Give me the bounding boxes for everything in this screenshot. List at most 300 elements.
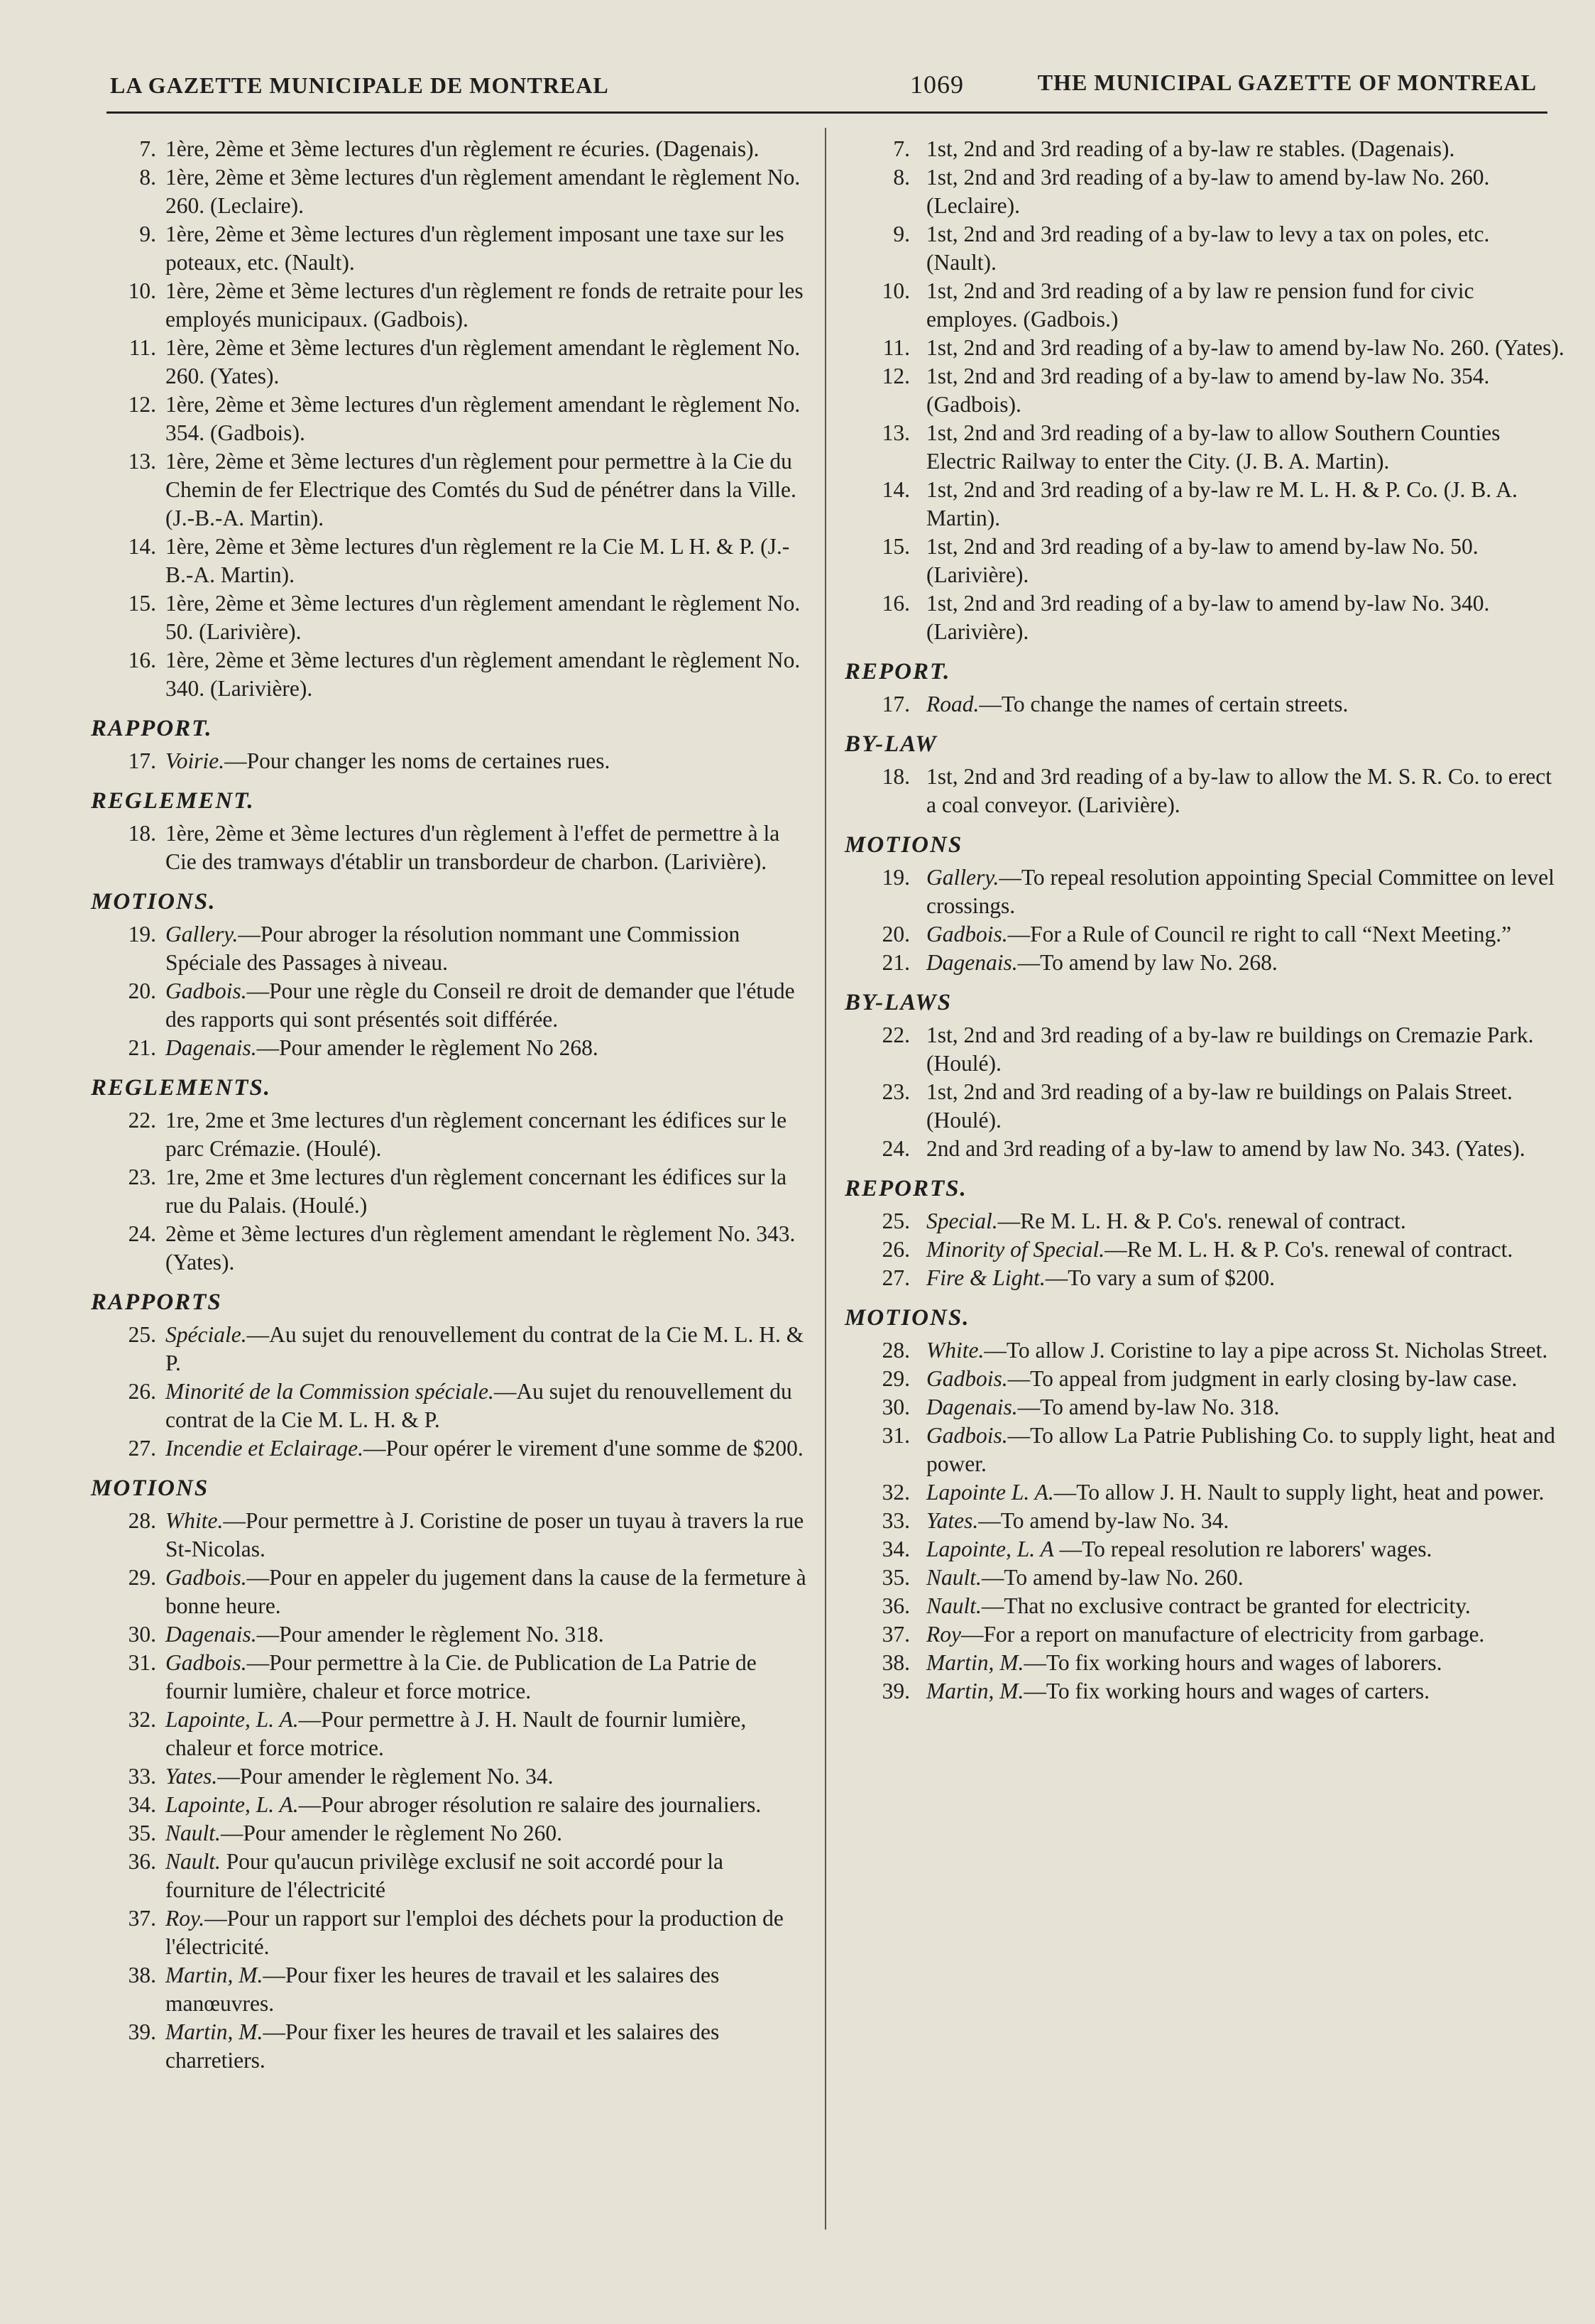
item-text: —To fix working hours and wages of carters.: [1024, 1679, 1430, 1703]
agenda-item: [845, 1535, 1565, 1564]
item-number: 35.: [128, 1821, 156, 1845]
item-councillor: Lapointe L. A.: [926, 1480, 1054, 1505]
item-body: [926, 1365, 1565, 1393]
item-text: 1ère, 2ème et 3ème lectures d'un règlement amendant le règlement No. 340. (Larivière).: [165, 648, 801, 701]
item-councillor: Nault.: [926, 1565, 982, 1590]
agenda-item: [91, 1106, 808, 1163]
item-number: 7.: [893, 136, 910, 161]
item-body: [165, 1321, 808, 1378]
item-councillor: Lapointe, L. A.: [165, 1707, 299, 1732]
item-body: [926, 1422, 1565, 1478]
item-body: [926, 1207, 1565, 1235]
agenda-item: [845, 1478, 1565, 1507]
agenda-item: [91, 391, 808, 447]
agenda-item: [845, 419, 1565, 476]
item-text: 1st, 2nd and 3rd reading of a by-law re stables. (Dagenais).: [926, 136, 1455, 161]
item-text: 1st, 2nd and 3rd reading of a by-law re buildings on Palais Street. (Houlé).: [926, 1079, 1513, 1133]
item-councillor: Gallery.: [165, 922, 239, 946]
item-body: [926, 1620, 1565, 1649]
agenda-item: [91, 1762, 808, 1791]
agenda-item: [91, 1220, 808, 1277]
agenda-item: [91, 819, 808, 876]
header-rule: [106, 111, 1547, 114]
item-text: —To amend by law No. 268.: [1017, 950, 1278, 975]
item-text: 1st, 2nd and 3rd reading of a by-law to amend by-law No. 260. (Leclaire).: [926, 165, 1490, 218]
item-text: —Pour permettre à J. H. Nault de fournir lumière, chaleur et force motrice.: [165, 1707, 747, 1760]
item-text: 1ère, 2ème et 3ème lectures d'un règlement re fonds de retraite pour les employés municipaux. (Gadbois).: [165, 278, 804, 332]
item-number: 31.: [882, 1423, 910, 1448]
item-text: 1ère, 2ème et 3ème lectures d'un règlement à l'effet de permettre à la Cie des tramways d'établir un transbordeur de charbon. (Larivière).: [165, 821, 780, 874]
item-text: 2nd and 3rd reading of a by-law to amend by law No. 343. (Yates).: [926, 1136, 1525, 1161]
item-councillor: Gadbois.: [926, 1423, 1008, 1448]
agenda-item: [845, 863, 1565, 920]
agenda-item: [845, 1235, 1565, 1264]
item-councillor: Fire & Light.: [926, 1265, 1046, 1290]
agenda-item: [91, 277, 808, 334]
agenda-item: [845, 1422, 1565, 1478]
item-text: —Pour fixer les heures de travail et les salaires des charretiers.: [165, 2019, 720, 2073]
english-section: [845, 988, 1565, 1163]
item-number: 14.: [882, 477, 910, 502]
item-text: —To allow La Patrie Publishing Co. to supply light, heat and power.: [926, 1423, 1555, 1476]
item-text: —Pour amender le règlement No. 34.: [217, 1764, 554, 1789]
french-section: [91, 787, 808, 876]
item-text: 1st, 2nd and 3rd reading of a by-law re buildings on Cremazie Park. (Houlé).: [926, 1022, 1534, 1076]
section-heading: MOTIONS: [91, 1475, 209, 1501]
agenda-item: [845, 135, 1565, 163]
agenda-item: [845, 1507, 1565, 1535]
item-body: [926, 1592, 1565, 1620]
item-number: 31.: [128, 1650, 156, 1675]
item-number: 35.: [882, 1565, 910, 1590]
item-councillor: Nault.: [926, 1593, 982, 1618]
item-number: 24.: [882, 1136, 910, 1161]
item-body: [926, 1649, 1565, 1677]
item-number: 32.: [882, 1480, 910, 1505]
item-text: Pour qu'aucun privilège exclusif ne soit accordé pour la fourniture de l'électricité: [165, 1849, 723, 1902]
item-number: 17.: [128, 748, 156, 773]
item-councillor: Minorité de la Commission spéciale.: [165, 1379, 494, 1404]
item-number: 9.: [139, 222, 156, 246]
item-body: [165, 1220, 808, 1277]
item-number: 29.: [882, 1366, 910, 1391]
item-text: —Pour abroger la résolution nommant une Commission Spéciale des Passages à niveau.: [165, 922, 740, 975]
agenda-item: [91, 747, 808, 775]
item-number: 12.: [128, 392, 156, 417]
item-number: 22.: [882, 1022, 910, 1047]
item-text: 1st, 2nd and 3rd reading of a by-law to allow the M. S. R. Co. to erect a coal conveyor. (Larivière).: [926, 764, 1552, 817]
item-text: 1st, 2nd and 3rd reading of a by-law to allow Southern Counties Electric Railway to enter the City. (J. B. A. Martin).: [926, 420, 1501, 474]
item-text: —For a Rule of Council re right to call “Next Meeting.”: [1007, 922, 1512, 946]
item-number: 8.: [139, 165, 156, 190]
item-number: 33.: [128, 1764, 156, 1789]
agenda-item: [91, 163, 808, 220]
item-body: [165, 391, 808, 447]
english-section: [845, 1304, 1565, 1706]
agenda-item: [845, 1620, 1565, 1649]
item-body: [926, 163, 1565, 220]
item-number: 12.: [882, 364, 910, 388]
item-councillor: Gadbois.: [165, 1650, 247, 1675]
item-number: 14.: [128, 534, 156, 559]
item-number: 16.: [128, 648, 156, 672]
item-text: 1st, 2nd and 3rd reading of a by-law to amend by-law No. 354. (Gadbois).: [926, 364, 1490, 417]
agenda-item: [91, 1649, 808, 1706]
agenda-item: [91, 1163, 808, 1220]
item-text: —To allow J. H. Nault to supply light, heat and power.: [1053, 1480, 1545, 1505]
item-councillor: Martin, M.: [926, 1679, 1024, 1703]
agenda-item: [91, 1434, 808, 1463]
agenda-item: [845, 1021, 1565, 1078]
item-councillor: Voirie.: [165, 748, 225, 773]
agenda-item: [91, 2018, 808, 2075]
item-text: 1ère, 2ème et 3ème lectures d'un règlement re la Cie M. L H. & P. (J.-B.-A. Martin).: [165, 534, 790, 587]
item-councillor: Special.: [926, 1209, 998, 1233]
agenda-item: [91, 1819, 808, 1848]
english-title: THE MUNICIPAL GAZETTE OF MONTREAL: [1037, 70, 1537, 95]
agenda-item: [845, 277, 1565, 334]
item-number: 38.: [882, 1650, 910, 1675]
item-text: 1ère, 2ème et 3ème lectures d'un règlement amendant le règlement No. 260. (Leclaire).: [165, 165, 801, 218]
item-councillor: Yates.: [926, 1508, 979, 1533]
item-body: [926, 1264, 1565, 1292]
item-text: 1st, 2nd and 3rd reading of a by-law to amend by-law No. 340. (Larivière).: [926, 591, 1490, 644]
item-body: [165, 447, 808, 533]
agenda-item: [91, 1620, 808, 1649]
item-councillor: Lapointe, L. A.: [165, 1792, 299, 1817]
item-number: 17.: [882, 692, 910, 716]
item-text: —Pour opérer le virement d'une somme de $200.: [363, 1436, 804, 1461]
item-body: [926, 1393, 1565, 1422]
agenda-item: [91, 1564, 808, 1620]
item-number: 28.: [882, 1338, 910, 1363]
item-number: 9.: [893, 222, 910, 246]
french-section: [91, 135, 808, 703]
item-body: [926, 533, 1565, 589]
item-number: 18.: [882, 764, 910, 789]
english-section: [845, 1174, 1565, 1292]
item-body: [926, 863, 1565, 920]
item-text: —Pour amender le règlement No. 318.: [256, 1622, 604, 1647]
item-body: [165, 819, 808, 876]
section-heading: REPORT.: [845, 659, 951, 684]
item-body: [926, 763, 1565, 819]
section-heading: MOTIONS: [845, 832, 963, 858]
item-text: —Re M. L. H. & P. Co's. renewal of contract.: [997, 1209, 1406, 1233]
item-body: [165, 1507, 808, 1564]
item-body: [165, 1564, 808, 1620]
item-number: 36.: [128, 1849, 156, 1874]
item-councillor: White.: [926, 1338, 985, 1363]
item-body: [165, 2018, 808, 2075]
item-text: —To fix working hours and wages of laborers.: [1024, 1650, 1442, 1675]
item-body: [926, 1078, 1565, 1135]
item-body: [926, 334, 1565, 362]
item-body: [165, 1620, 808, 1649]
agenda-item: [91, 589, 808, 646]
section-heading: BY-LAWS: [845, 990, 952, 1015]
item-number: 26.: [128, 1379, 156, 1404]
agenda-item: [845, 949, 1565, 977]
french-section: [91, 1074, 808, 1277]
column-divider: [825, 128, 826, 2230]
item-councillor: Roy: [926, 1622, 961, 1647]
item-text: 1ère, 2ème et 3ème lectures d'un règlement amendant le règlement No. 354. (Gadbois).: [165, 392, 801, 445]
section-heading: MOTIONS.: [845, 1305, 970, 1331]
agenda-item: [845, 1135, 1565, 1163]
item-councillor: Minority of Special.: [926, 1237, 1105, 1262]
item-number: 39.: [882, 1679, 910, 1703]
agenda-item: [91, 533, 808, 589]
item-body: [165, 1762, 808, 1791]
agenda-item: [91, 1904, 808, 1961]
item-body: [926, 277, 1565, 334]
agenda-item: [845, 533, 1565, 589]
item-body: [165, 1791, 808, 1819]
item-councillor: White.: [165, 1508, 224, 1533]
item-text: 1st, 2nd and 3rd reading of a by-law to amend by-law No. 260. (Yates).: [926, 335, 1564, 360]
agenda-item: [845, 334, 1565, 362]
item-number: 10.: [882, 278, 910, 303]
agenda-item: [845, 362, 1565, 419]
item-body: [165, 977, 808, 1034]
item-number: 20.: [128, 978, 156, 1003]
item-text: 1ère, 2ème et 3ème lectures d'un règlement amendant le règlement No. 260. (Yates).: [165, 335, 801, 388]
agenda-item: [91, 1321, 808, 1378]
agenda-item: [91, 1961, 808, 2018]
agenda-item: [91, 1791, 808, 1819]
agenda-item: [845, 1264, 1565, 1292]
item-number: 28.: [128, 1508, 156, 1533]
item-text: 2ème et 3ème lectures d'un règlement amendant le règlement No. 343. (Yates).: [165, 1221, 796, 1275]
item-text: 1ère, 2ème et 3ème lectures d'un règlement re écuries. (Dagenais).: [165, 136, 760, 161]
item-number: 16.: [882, 591, 910, 616]
item-text: 1ère, 2ème et 3ème lectures d'un règlement amendant le règlement No. 50. (Larivière).: [165, 591, 801, 644]
agenda-item: [845, 1564, 1565, 1592]
agenda-item: [845, 1592, 1565, 1620]
item-councillor: Martin, M.: [165, 2019, 263, 2044]
item-number: 23.: [882, 1079, 910, 1104]
item-body: [926, 1535, 1565, 1564]
item-text: —Re M. L. H. & P. Co's. renewal of contract.: [1105, 1237, 1513, 1262]
item-councillor: Dagenais.: [165, 1622, 257, 1647]
agenda-item: [91, 447, 808, 533]
item-number: 18.: [128, 821, 156, 846]
item-body: [165, 1378, 808, 1434]
item-text: 1st, 2nd and 3rd reading of a by-law to levy a tax on poles, etc. (Nault).: [926, 222, 1490, 275]
item-number: 21.: [882, 950, 910, 975]
item-number: 38.: [128, 1963, 156, 1987]
agenda-item: [845, 1365, 1565, 1393]
item-body: [926, 419, 1565, 476]
agenda-item: [91, 1378, 808, 1434]
item-text: —Pour fixer les heures de travail et les salaires des manœuvres.: [165, 1963, 720, 2016]
agenda-item: [91, 920, 808, 977]
item-number: 15.: [882, 534, 910, 559]
item-body: [165, 334, 808, 391]
item-body: [926, 135, 1565, 163]
item-number: 19.: [128, 922, 156, 946]
agenda-item: [91, 220, 808, 277]
item-number: 32.: [128, 1707, 156, 1732]
item-body: [926, 589, 1565, 646]
item-body: [926, 1021, 1565, 1078]
section-heading: REPORTS.: [845, 1176, 968, 1201]
item-body: [926, 362, 1565, 419]
section-heading: REGLEMENT.: [91, 788, 255, 814]
item-body: [926, 476, 1565, 533]
item-text: —To amend by-law No. 260.: [981, 1565, 1244, 1590]
agenda-item: [845, 220, 1565, 277]
item-number: 27.: [882, 1265, 910, 1290]
item-text: —Pour permettre à la Cie. de Publication de La Patrie de fournir lumière, chaleur et force motrice.: [165, 1650, 757, 1703]
item-text: 1re, 2me et 3me lectures d'un règlement concernant les édifices sur le parc Crémazie. (Houlé).: [165, 1108, 787, 1161]
agenda-item: [91, 1706, 808, 1762]
english-section: [845, 658, 1565, 719]
item-body: [165, 1961, 808, 2018]
item-text: —To change the names of certain streets.: [979, 692, 1349, 716]
agenda-item: [845, 690, 1565, 719]
item-body: [926, 1336, 1565, 1365]
item-body: [165, 1649, 808, 1706]
agenda-item: [845, 1393, 1565, 1422]
item-text: 1st, 2nd and 3rd reading of a by-law to amend by-law No. 50. (Larivière).: [926, 534, 1479, 587]
item-body: [165, 1706, 808, 1762]
section-heading: MOTIONS.: [91, 889, 216, 915]
french-title: LA GAZETTE MUNICIPALE DE MONTREAL: [110, 72, 609, 98]
agenda-item: [845, 1207, 1565, 1235]
section-heading: RAPPORTS: [91, 1289, 222, 1315]
agenda-item: [845, 476, 1565, 533]
agenda-item: [845, 763, 1565, 819]
item-body: [165, 1848, 808, 1904]
item-number: 7.: [139, 136, 156, 161]
french-section: [91, 1288, 808, 1463]
item-body: [165, 277, 808, 334]
item-number: 37.: [882, 1622, 910, 1647]
item-body: [165, 1819, 808, 1848]
item-text: —Pour amender le règlement No 268.: [256, 1035, 598, 1060]
agenda-item: [91, 646, 808, 703]
item-councillor: Spéciale.: [165, 1322, 247, 1347]
item-body: [165, 533, 808, 589]
item-text: —To appeal from judgment in early closing by-law case.: [1007, 1366, 1518, 1391]
item-body: [926, 1135, 1565, 1163]
item-number: 26.: [882, 1237, 910, 1262]
french-section: [91, 888, 808, 1062]
french-column: [91, 135, 808, 2075]
item-number: 27.: [128, 1436, 156, 1461]
agenda-item: [91, 977, 808, 1034]
item-number: 36.: [882, 1593, 910, 1618]
agenda-item: [845, 1677, 1565, 1706]
item-body: [926, 1507, 1565, 1535]
item-number: 29.: [128, 1565, 156, 1590]
item-number: 11.: [882, 335, 910, 360]
english-section: [845, 135, 1565, 646]
item-councillor: Gadbois.: [165, 978, 247, 1003]
item-number: 33.: [882, 1508, 910, 1533]
item-body: [165, 1163, 808, 1220]
item-councillor: Roy.: [165, 1906, 205, 1931]
item-councillor: Nault.: [165, 1849, 221, 1874]
agenda-item: [845, 1649, 1565, 1677]
item-councillor: Gadbois.: [165, 1565, 247, 1590]
french-section: [91, 1474, 808, 2075]
item-text: —Pour permettre à J. Coristine de poser un tuyau à travers la rue St-Nicolas.: [165, 1508, 804, 1561]
item-councillor: Yates.: [165, 1764, 218, 1789]
item-text: 1re, 2me et 3me lectures d'un règlement concernant les édifices sur la rue du Palais. (Houlé.): [165, 1164, 787, 1218]
item-number: 8.: [893, 165, 910, 190]
item-body: [165, 163, 808, 220]
item-number: 30.: [882, 1395, 910, 1419]
item-councillor: Nault.: [165, 1821, 221, 1845]
item-body: [165, 747, 808, 775]
agenda-item: [91, 334, 808, 391]
item-body: [165, 135, 808, 163]
item-councillor: Dagenais.: [926, 1395, 1018, 1419]
item-number: 13.: [882, 420, 910, 445]
item-number: 10.: [128, 278, 156, 303]
item-text: —Pour une règle du Conseil re droit de demander que l'étude des rapports qui sont présentés soit différée.: [165, 978, 795, 1032]
agenda-item: [845, 920, 1565, 949]
item-number: 21.: [128, 1035, 156, 1060]
agenda-item: [91, 1848, 808, 1904]
item-text: 1ère, 2ème et 3ème lectures d'un règlement imposant une taxe sur les poteaux, etc. (Nault).: [165, 222, 784, 275]
item-body: [926, 690, 1565, 719]
item-text: —To repeal resolution re laborers' wages.: [1053, 1537, 1432, 1561]
item-text: —That no exclusive contract be granted for electricity.: [981, 1593, 1471, 1618]
item-text: 1st, 2nd and 3rd reading of a by-law re M. L. H. & P. Co. (J. B. A. Martin).: [926, 477, 1518, 530]
item-text: —Pour un rapport sur l'emploi des déchets pour la production de l'électricité.: [165, 1906, 784, 1959]
item-number: 13.: [128, 449, 156, 474]
item-councillor: Incendie et Eclairage.: [165, 1436, 364, 1461]
item-text: —To amend by-law No. 34.: [978, 1508, 1229, 1533]
item-number: 37.: [128, 1906, 156, 1931]
item-number: 23.: [128, 1164, 156, 1189]
agenda-item: [845, 1078, 1565, 1135]
item-number: 24.: [128, 1221, 156, 1246]
item-number: 15.: [128, 591, 156, 616]
item-number: 34.: [128, 1792, 156, 1817]
item-number: 39.: [128, 2019, 156, 2044]
french-section: [91, 714, 808, 775]
item-body: [926, 1677, 1565, 1706]
item-text: —Pour en appeler du jugement dans la cause de la fermeture à bonne heure.: [165, 1565, 806, 1618]
item-text: —To amend by-law No. 318.: [1017, 1395, 1280, 1419]
item-text: —To vary a sum of $200.: [1045, 1265, 1275, 1290]
item-councillor: Gadbois.: [926, 922, 1008, 946]
item-councillor: Martin, M.: [165, 1963, 263, 1987]
item-number: 25.: [128, 1322, 156, 1347]
english-section: [845, 831, 1565, 977]
item-councillor: Gadbois.: [926, 1366, 1008, 1391]
item-body: [165, 1904, 808, 1961]
item-body: [926, 1235, 1565, 1264]
item-text: 1ère, 2ème et 3ème lectures d'un règlement pour permettre à la Cie du Chemin de fer Electrique des Comtés du Sud de pénétrer dans la Ville. (J.-B.-A. Martin).: [165, 449, 796, 530]
item-body: [165, 920, 808, 977]
item-number: 22.: [128, 1108, 156, 1133]
item-number: 20.: [882, 922, 910, 946]
item-body: [165, 1106, 808, 1163]
agenda-item: [845, 163, 1565, 220]
item-body: [926, 220, 1565, 277]
item-number: 25.: [882, 1209, 910, 1233]
item-text: —Au sujet du renouvellement du contrat de la Cie M. L. H. & P.: [165, 1379, 792, 1432]
agenda-item: [91, 1507, 808, 1564]
item-text: —For a report on manufacture of electricity from garbage.: [960, 1622, 1485, 1647]
item-body: [926, 1478, 1565, 1507]
